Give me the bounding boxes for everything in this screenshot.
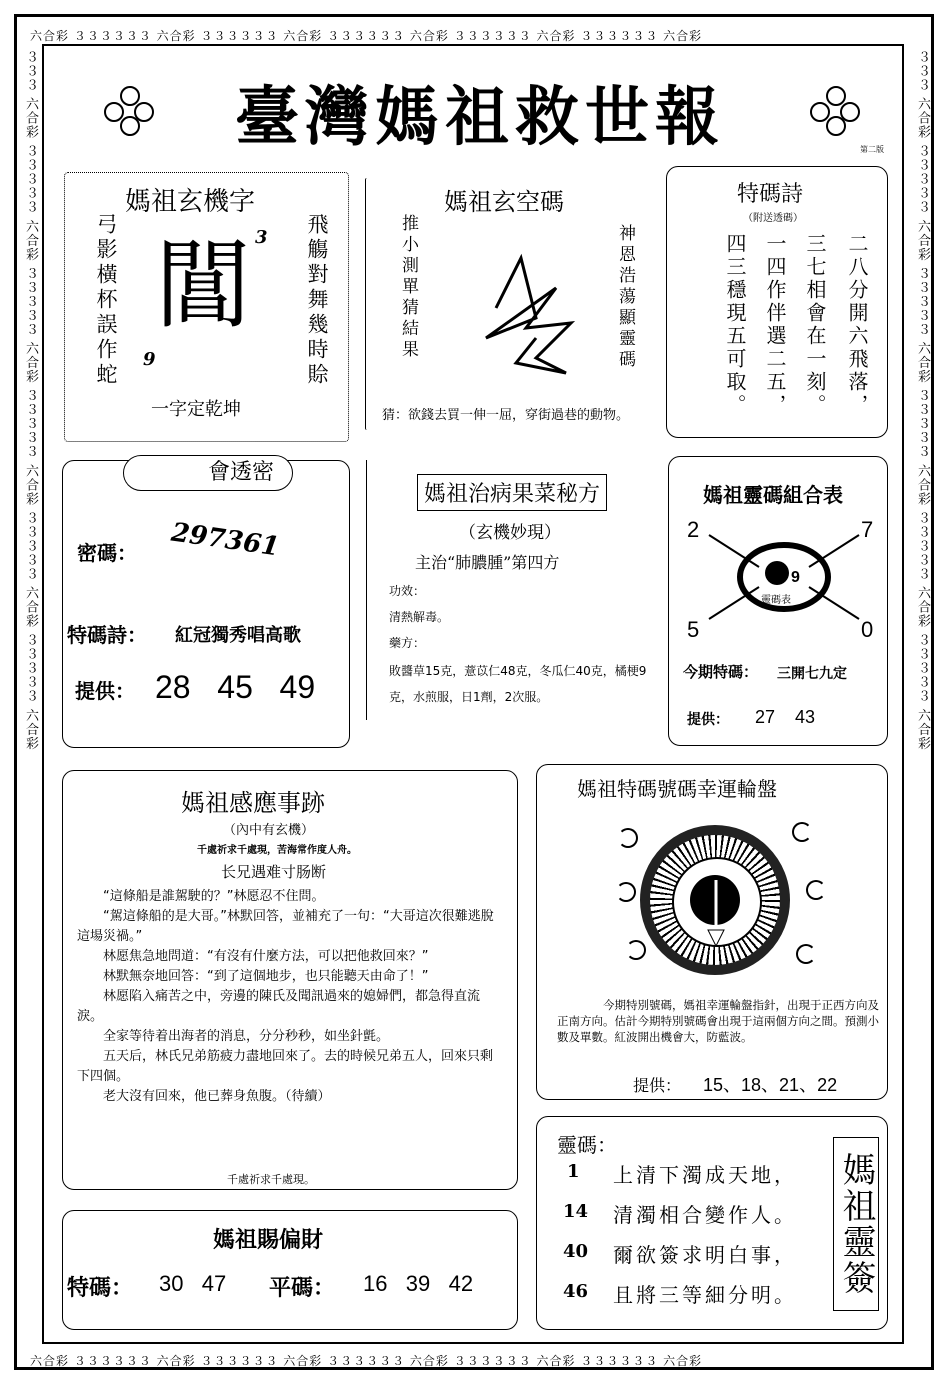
combo-num-top-right: 7	[861, 517, 874, 542]
combo-num-bottom-left: 5	[687, 617, 700, 642]
lingma-num: 46	[563, 1281, 589, 1302]
xuankong-right-poem: 神恩浩蕩顯靈碼	[615, 224, 635, 371]
xuanji-left-poem: 弓影橫杯誤作蛇	[94, 213, 118, 388]
decor-dots-right	[810, 86, 860, 136]
poem-line-1: 二八分開六飛落，	[845, 233, 869, 417]
decor-dots-left	[104, 86, 154, 136]
story-paragraph: 老大沒有回來，他已葬身魚腹。（待續）	[103, 1089, 331, 1104]
xuankong-left-poem: 推小測單猜結果	[398, 214, 418, 361]
fortune-special-label: 特碼：	[67, 1276, 134, 1301]
lingma-num: 1	[567, 1161, 580, 1182]
wheel-pointer-icon	[696, 880, 736, 950]
lingma-line: 上清下濁成天地，	[613, 1163, 797, 1187]
poem-line-2: 三七相會在一刻。	[803, 233, 827, 417]
xuankong-box	[365, 178, 650, 430]
poem-subtitle: （附送透碼）	[743, 213, 803, 224]
remedy-recipe-label: 藥方：	[389, 636, 426, 650]
combo-box	[668, 456, 888, 746]
combo-num-top-left: 2	[687, 517, 700, 542]
poem-line-3: 一四作伴選二五，	[763, 233, 787, 417]
xuanji-right-poem: 飛觴對舞幾時賒	[305, 213, 329, 388]
story-subtitle: （內中有玄機）	[223, 823, 315, 838]
combo-this-label: 今期特碼：	[683, 663, 759, 681]
poem-box	[666, 166, 888, 438]
story-paragraph: 林愿焦急地問道：“有沒有什麼方法，可以把他救回來？”	[103, 949, 429, 964]
border-strip-right: ３３３ 六合彩 ３３３３３ 六合彩 ３３３３３ 六合彩 ３３３３３ 六合彩 ３３３３３ 六合彩 ３３３３３ 六合彩	[915, 50, 930, 751]
story-chapter: 长兄遇难寸肠断	[221, 863, 327, 881]
wheel-provide-label: 提供：	[633, 1076, 682, 1095]
lingma-line: 且將三等細分明。	[613, 1283, 797, 1307]
story-paragraph: 林默無奈地回答：“到了這個地步，也只能聽天由命了！”	[103, 969, 429, 984]
poem-line-4: 四三穩現五可取。	[723, 233, 747, 417]
fortune-title: 媽祖賜偏財	[213, 1228, 324, 1253]
leak-title: 會透密	[123, 455, 293, 491]
story-paragraph: “這條船是誰駕駛的？”林愿忍不住問。	[103, 889, 325, 904]
combo-this-value: 三開七九定	[777, 666, 847, 682]
story-body	[77, 887, 499, 1107]
leak-poem-value: 紅冠獨秀唱高歌	[175, 625, 301, 646]
lingma-line: 爾欲簽求明白事，	[613, 1243, 797, 1267]
story-paragraph: “駕這條船的是大哥。”林默回答，並補充了一句：“大哥這次很難逃脫這場災禍。”	[77, 909, 494, 944]
remedy-effect-label: 功效：	[389, 584, 426, 598]
combo-provide-label: 提供：	[687, 712, 729, 728]
moon-icon	[796, 944, 816, 964]
leak-code-label: 密碼：	[77, 541, 137, 565]
lingma-num: 14	[563, 1201, 589, 1222]
remedy-heading: 主治“肺膿腫”第四方	[415, 553, 560, 572]
fortune-special-values: 30 47	[159, 1271, 227, 1296]
moon-icon	[806, 880, 826, 900]
border-strip-bottom: 六合彩 ３３３３３３ 六合彩 ３３３３３３ 六合彩 ３３３３３３ 六合彩 ３３３３３３ 六合彩 ３３３３３３ 六合彩	[30, 1354, 703, 1368]
story-closing: 千處祈求千處現。	[227, 1173, 315, 1186]
xuanji-title: 媽祖玄機字	[125, 187, 256, 217]
leak-box	[62, 460, 350, 748]
moon-icon	[618, 828, 638, 848]
remedy-effect: 清熱解毒。	[389, 610, 450, 624]
border-strip-left: ３３３ 六合彩 ３３３３３ 六合彩 ３３３３３ 六合彩 ３３３３３ 六合彩 ３３３３３ 六合彩 ３３３３３ 六合彩	[23, 50, 38, 751]
leak-provide-label: 提供：	[75, 679, 135, 703]
leak-provide-values: 28 45 49	[155, 669, 316, 705]
story-paragraph: 林愿陷入痛苦之中，旁邊的陳氏及聞訊過來的媳婦們，都急得直流淚。	[77, 989, 481, 1024]
xuanji-box	[64, 172, 349, 442]
xuanji-caption: 一字定乾坤	[151, 399, 241, 420]
combo-provide-values: 27 43	[755, 707, 816, 727]
combo-arrows	[699, 527, 869, 627]
moon-icon	[792, 822, 812, 842]
xuanji-num-b: 9	[143, 349, 156, 370]
wheel-title: 媽祖特碼號碼幸運輪盤	[577, 777, 777, 801]
xuankong-title: 媽祖玄空碼	[444, 188, 564, 216]
lingma-title: 靈碼：	[557, 1133, 617, 1157]
leak-code-value: 297361	[169, 517, 282, 563]
story-title: 媽祖感應事跡	[181, 789, 325, 817]
wheel-text: 今期特別號碼，媽祖幸運輪盤指針，出現于正西方向及正南方向。估計今期特別號碼會出現于這兩個方向之間。預測小數及單數。紅波開出機會大，防藍波。	[557, 998, 879, 1044]
fortune-flat-values: 16 39 42	[363, 1271, 474, 1296]
lingma-line: 清濁相合變作人。	[613, 1203, 797, 1227]
story-paragraph: 五天后，林氏兄弟筋疲力盡地回來了。去的時候兄弟五人，回來只剩下四個。	[77, 1049, 494, 1084]
xuanji-num-a: 3	[255, 227, 268, 248]
combo-center-num: 9	[791, 569, 800, 586]
remedy-title: 媽祖治病果菜秘方	[417, 474, 607, 511]
moon-icon	[616, 882, 636, 902]
lingma-num: 40	[563, 1241, 589, 1262]
remedy-box	[366, 460, 651, 720]
combo-center-label: 靈碼表	[761, 595, 791, 606]
border-strip-top: 六合彩 ３３３３３３ 六合彩 ３３３３３３ 六合彩 ３３３３３３ 六合彩 ３３３３３３ 六合彩 ３３３３３３ 六合彩	[30, 29, 703, 43]
lingma-stamp: 媽祖靈簽	[833, 1137, 879, 1311]
page-title: 臺灣媽祖救世報	[235, 80, 725, 155]
combo-num-bottom-right: 0	[861, 617, 874, 642]
leak-poem-label: 特碼詩：	[67, 623, 147, 647]
combo-title: 媽祖靈碼組合表	[703, 483, 843, 507]
lingma-box	[536, 1116, 888, 1330]
fortune-box	[62, 1210, 518, 1330]
story-motto: 千處祈求千處現，苦海常作度人舟。	[197, 845, 357, 856]
scribble-figure	[476, 248, 586, 378]
wheel-provide-values: 15、18、21、22	[703, 1075, 838, 1095]
poem-title: 特碼詩	[737, 182, 804, 207]
edition-label: 第二版	[860, 145, 884, 154]
xuankong-riddle: 猜：欲錢去買一伸一屈，穿街過巷的動物。	[382, 408, 630, 423]
story-paragraph: 全家等待着出海者的消息，分分秒秒，如坐針氈。	[103, 1029, 390, 1044]
remedy-recipe: 敗醬草15克，薏苡仁48克，冬瓜仁40克，橘梗9克，水煎服，日1劑，2次服。	[389, 664, 647, 704]
fortune-flat-label: 平碼：	[269, 1276, 336, 1301]
remedy-subtitle: （玄機妙現）	[459, 523, 561, 543]
xuanji-character: 閶	[155, 230, 251, 342]
story-box	[62, 770, 518, 1190]
moon-icon	[626, 940, 646, 960]
